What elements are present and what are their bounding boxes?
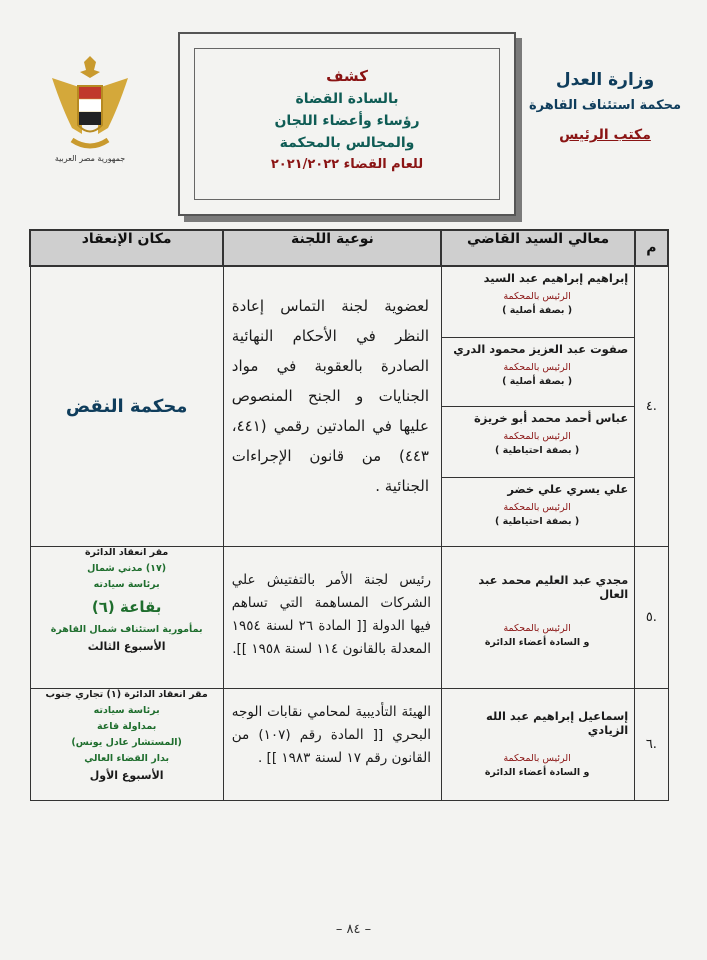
emblem-caption: جمهورية مصر العربية (54, 154, 126, 163)
committees-table (29, 229, 669, 801)
table-row (30, 688, 668, 800)
judge-capacity: ( بصفة احتياطية ) (495, 516, 580, 527)
col-place-header: مكان الإنعقاد (30, 230, 223, 266)
judges-cell (441, 266, 634, 546)
venue-cell (30, 546, 223, 688)
committee-type-cell (223, 688, 441, 800)
col-type-header: نوعية اللجنة (223, 230, 441, 266)
court-name: محكمة استئناف القاهرة (528, 98, 682, 113)
judge-role: الرئيس بالمحكمة (503, 752, 571, 764)
row-number: .٥ (635, 546, 668, 688)
judge-entry (442, 407, 634, 478)
judge-name: إبراهيم إبراهيم عبد السيد (483, 271, 629, 285)
judge-entry (442, 338, 634, 407)
venue-line: بمداولة قاعة (97, 720, 157, 732)
row-number: .٦ (635, 688, 668, 800)
venue-line: مقر انعقاد الدائرة (١) تجاري جنوب (45, 688, 208, 700)
committee-type: الهيئة التأديبية لمحامي نقابات الوجه البحري [[ المادة رقم (١٠٧) من القانون رقم ١٧ لسنة ١٩٨٣ ]] . (231, 703, 431, 766)
col-judge-header: معالي السيد القاضي (441, 230, 634, 266)
col-num-header: م (635, 230, 668, 266)
title-heading: كشف (326, 67, 368, 85)
venue: محكمة النقض (30, 266, 223, 546)
committee-type-cell (223, 546, 441, 688)
table-header-row (30, 230, 668, 266)
venue-line: برئاسة سيادته (93, 704, 160, 716)
ministry-block (525, 70, 685, 143)
committee-type: رئيس لجنة الأمر بالتفتيش علي الشركات المساهمة التي تساهم فيها الدولة [[ المادة ٢٦ لسنة ١٩٥٤ المعدلة بالقانون ١١٤ لسنة ١٩٥٨ ]]. (231, 571, 431, 657)
title-line: بالسادة القضاة (295, 91, 399, 107)
committee-type: لعضوية لجنة التماس إعادة النظر في الأحكام النهائية الصادرة بالعقوبة في مواد الجنايات و الجنح المنصوص عليها في المادتين رقمي (٤٤١، ٤٤٣) من قانون الإجراءات الجنائية . (231, 297, 429, 495)
venue-cell (30, 688, 223, 800)
title-line: رؤساء وأعضاء اللجان (274, 113, 420, 129)
judge-entry (442, 267, 634, 338)
judge-role: الرئيس بالمحكمة (503, 622, 571, 634)
ministry-name: وزارة العدل (555, 70, 655, 90)
row-number: .٤ (635, 266, 668, 546)
eagle-emblem (42, 48, 138, 174)
judge-capacity: ( بصفة احتياطية ) (495, 445, 580, 456)
judge-capacity: ( بصفة أصلية ) (502, 376, 573, 387)
judge-entry (442, 547, 634, 652)
venue-line: (١٧) مدني شمال (87, 562, 167, 574)
judge-role: الرئيس بالمحكمة (503, 502, 571, 513)
committee-type-cell (223, 266, 441, 546)
judge-name: عباس أحمد محمد أبو خريزة (473, 411, 629, 425)
judge-role: الرئيس بالمحكمة (503, 431, 571, 442)
title-box (178, 32, 516, 216)
judge-capacity: ( بصفة أصلية ) (502, 305, 573, 316)
title-year: للعام القضاء ٢٠٢١/٢٠٢٢ (270, 157, 424, 172)
judge-name: إسماعيل إبراهيم عبد الله الزيادي (485, 708, 629, 737)
page-number: – ٨٤ – (335, 922, 372, 937)
judge-name: مجدي عبد العليم محمد عبد العال (478, 572, 629, 601)
venue-week: الأسبوع الثالث (87, 639, 166, 653)
title-line: والمجالس بالمحكمة (279, 135, 415, 151)
eagle-icon (42, 48, 138, 158)
judge-role: الرئيس بالمحكمة (503, 291, 571, 302)
venue-line: (المستشار عادل يونس) (71, 736, 182, 748)
judge-name: علي يسري علي خضر (507, 482, 629, 496)
office-name: مكتب الرئيس (559, 127, 651, 143)
venue-line: بمأمورية استئناف شمال القاهرة (50, 623, 203, 635)
judge-capacity: و السادة أعضاء الدائرة (484, 636, 590, 648)
table-row (30, 266, 668, 546)
judge-entry (442, 478, 634, 531)
venue-hall: بقاعة (٦) (91, 597, 162, 616)
venue-line: مقر انعقاد الدائرة (84, 546, 169, 558)
judge-capacity: و السادة أعضاء الدائرة (484, 766, 590, 778)
judge-role: الرئيس بالمحكمة (503, 362, 571, 373)
judges-cell (441, 688, 634, 800)
table-row (30, 546, 668, 688)
venue-week: الأسبوع الأول (89, 768, 164, 782)
judges-cell (441, 546, 634, 688)
venue-line: برئاسة سيادته (93, 578, 160, 590)
judge-entry (442, 689, 634, 782)
venue-line: بدار القضاء العالي (84, 752, 170, 764)
judge-name: صفوت عبد العزيز محمود الدري (453, 342, 629, 356)
